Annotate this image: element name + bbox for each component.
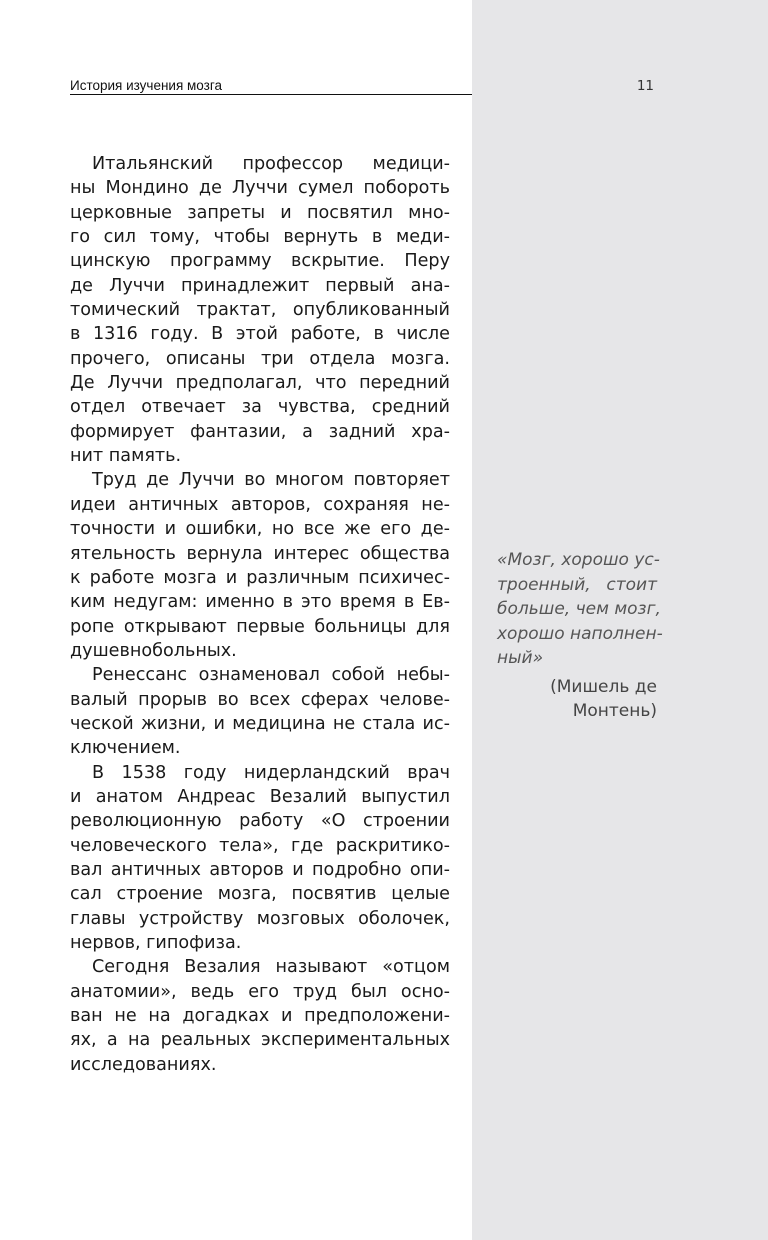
text-line: де Луччи принадлежит первый ана- xyxy=(70,275,450,296)
text-line: ях, а на реальных экспериментальных xyxy=(70,1030,450,1051)
quote-attribution xyxy=(497,675,657,724)
text-line: Труд де Луччи во многом повторяет xyxy=(92,470,450,491)
text-line: Де Луччи предполагал, что передний xyxy=(70,373,450,394)
quote-line: «Мозг, хорошо ус- xyxy=(497,550,660,570)
body-text xyxy=(70,152,450,1077)
header-rule xyxy=(70,94,472,95)
text-line: ропе открывают первые больницы для xyxy=(70,616,450,637)
text-line: Сегодня Везалия называют «отцом xyxy=(92,957,450,978)
text-line: Ренессанс ознаменовал собой небы- xyxy=(92,665,450,686)
text-line: формирует фантазии, а задний хра- xyxy=(70,421,450,442)
text-line: В 1538 году нидерландский врач xyxy=(92,762,450,783)
text-line: анатомии», ведь его труд был осно- xyxy=(70,981,450,1002)
text-line: сал строение мозга, посвятив целые xyxy=(70,884,450,905)
text-line: нервов, гипофиза. xyxy=(70,933,242,953)
paragraph-2 xyxy=(70,468,450,663)
text-line: ван не на догадках и предположени- xyxy=(70,1006,450,1027)
running-title: История изучения мозга xyxy=(70,78,222,93)
text-line: человеческого тела», где раскритико- xyxy=(70,835,450,856)
attribution-line: Монтень) xyxy=(572,701,657,721)
text-line: исследованиях. xyxy=(70,1054,217,1075)
text-line: томический трактат, опубликованный xyxy=(70,300,450,321)
text-line: и анатом Андреас Везалий выпустил xyxy=(70,786,450,807)
text-line: нит память. xyxy=(70,446,182,467)
text-line: точности и ошибки, но все же его де- xyxy=(70,519,450,540)
text-line: цинскую программу вскрытие. Перу xyxy=(70,251,450,272)
text-line: ятельность вернула интерес общества xyxy=(70,543,450,564)
quote-line: хорошо наполнен- xyxy=(497,623,663,644)
text-line: ким недугам: именно в это время в Ев- xyxy=(70,592,450,613)
paragraph-4 xyxy=(70,761,450,956)
text-line: Итальянский профессор медици- xyxy=(92,154,450,174)
text-line: отдел отвечает за чувства, средний xyxy=(70,397,450,418)
running-head xyxy=(70,78,656,94)
quote-line: троенный, стоит xyxy=(497,574,657,595)
text-line: душевнобольных. xyxy=(70,640,237,661)
text-line: главы устройству мозговых оболочек, xyxy=(70,908,450,929)
quote-text xyxy=(497,548,663,671)
sidebar-quote xyxy=(497,548,663,724)
quote-line: ный» xyxy=(497,648,544,668)
text-line: го сил тому, чтобы вернуть в меди- xyxy=(70,227,450,248)
text-line: революционную работу «О строении xyxy=(70,811,450,832)
text-line: ключением. xyxy=(70,738,181,759)
text-line: прочего, описаны три отдела мозга. xyxy=(70,348,450,369)
text-line: к работе мозга и различным психичес- xyxy=(70,567,450,588)
text-line: вал античных авторов и подробно опи- xyxy=(70,859,450,880)
quote-line: больше, чем мозг, xyxy=(497,599,661,619)
text-line: идеи античных авторов, сохраняя не- xyxy=(70,494,450,515)
text-line: ческой жизни, и медицина не стала ис- xyxy=(70,713,450,734)
attribution-line: (Мишель де xyxy=(550,676,657,697)
text-line: церковные запреты и посвятил мно- xyxy=(70,202,450,223)
text-line: в 1316 году. В этой работе, в числе xyxy=(70,324,450,345)
paragraph-5 xyxy=(70,955,450,1077)
paragraph-3 xyxy=(70,663,450,760)
text-line: валый прорыв во всех сферах челове- xyxy=(70,689,450,710)
text-line: ны Мондино де Луччи сумел побороть xyxy=(70,178,450,199)
page-number: 11 xyxy=(636,78,654,94)
paragraph-1 xyxy=(70,152,450,468)
